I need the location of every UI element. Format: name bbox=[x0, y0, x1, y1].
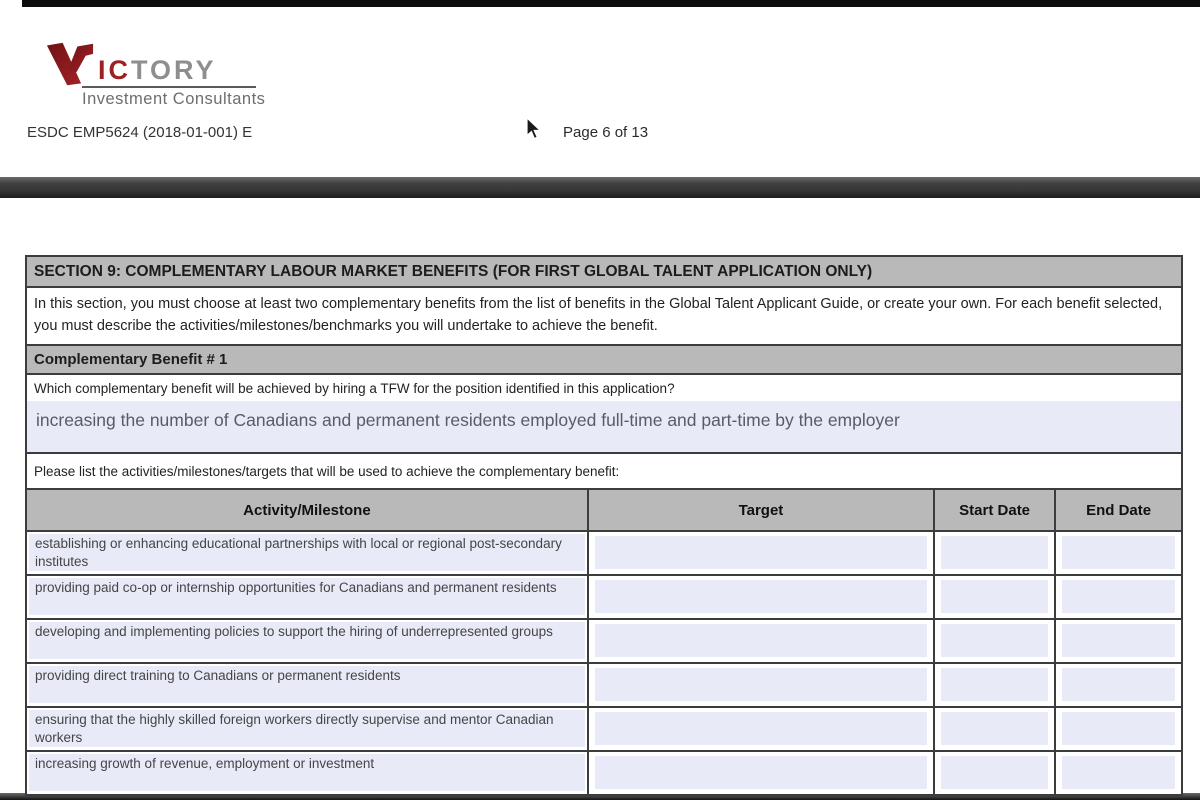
activity-field[interactable]: ensuring that the highly skilled foreign workers directly supervise and mentor Canadian workers bbox=[29, 710, 585, 747]
page-indicator: Page 6 of 13 bbox=[563, 124, 649, 141]
victory-v-icon bbox=[46, 42, 94, 86]
col-header-start-date: Start Date bbox=[934, 490, 1055, 531]
end-date-input[interactable] bbox=[1062, 668, 1175, 701]
end-date-input[interactable] bbox=[1062, 712, 1175, 745]
table-row bbox=[27, 663, 1181, 707]
activities-table bbox=[27, 490, 1181, 794]
end-date-input[interactable] bbox=[1062, 756, 1175, 789]
benefit-answer-field[interactable]: increasing the number of Canadians and permanent residents employed full-time and part-time by the employer bbox=[27, 401, 1181, 454]
activity-field[interactable]: providing paid co-op or internship opportunities for Canadians and permanent residents bbox=[29, 578, 585, 615]
top-toolbar-edge bbox=[22, 0, 1200, 7]
target-input[interactable] bbox=[595, 580, 927, 613]
col-header-activity: Activity/Milestone bbox=[27, 490, 588, 531]
mouse-cursor-icon bbox=[526, 117, 543, 140]
table-row bbox=[27, 531, 1181, 575]
section-header: SECTION 9: COMPLEMENTARY LABOUR MARKET BENEFITS (FOR FIRST GLOBAL TALENT APPLICATION ONLY) bbox=[27, 257, 1181, 288]
start-date-input[interactable] bbox=[941, 580, 1048, 613]
target-input[interactable] bbox=[595, 668, 927, 701]
target-input[interactable] bbox=[595, 756, 927, 789]
logo-wordmark bbox=[98, 57, 217, 86]
start-date-input[interactable] bbox=[941, 624, 1048, 657]
benefit-question: Which complementary benefit will be achieved by hiring a TFW for the position identified in this application? bbox=[34, 381, 675, 396]
target-input[interactable] bbox=[595, 712, 927, 745]
end-date-input[interactable] bbox=[1062, 580, 1175, 613]
end-date-input[interactable] bbox=[1062, 624, 1175, 657]
col-header-end-date: End Date bbox=[1055, 490, 1181, 531]
form-page bbox=[25, 255, 1183, 796]
section-intro: In this section, you must choose at least two complementary benefits from the list of benefits in the Global Talent Applicant Guide, or create your own. For each benefit selected, you must describe the activities/milestones/benchmarks you will undertake to achieve the benefit. bbox=[27, 288, 1181, 346]
start-date-input[interactable] bbox=[941, 668, 1048, 701]
start-date-input[interactable] bbox=[941, 536, 1048, 569]
activity-field[interactable]: developing and implementing policies to support the hiring of underrepresented groups bbox=[29, 622, 585, 659]
activity-field[interactable]: establishing or enhancing educational partnerships with local or regional post-secondary institutes bbox=[29, 534, 585, 571]
table-header-row bbox=[27, 490, 1181, 531]
benefit-header: Complementary Benefit # 1 bbox=[27, 346, 1181, 375]
end-date-input[interactable] bbox=[1062, 536, 1175, 569]
activity-field[interactable]: increasing growth of revenue, employment or investment bbox=[29, 754, 585, 791]
activities-prompt: Please list the activities/milestones/targets that will be used to achieve the complementary benefit: bbox=[27, 454, 1181, 490]
table-row bbox=[27, 707, 1181, 751]
header-divider-bar bbox=[0, 177, 1200, 198]
logo-word-red: IC bbox=[98, 55, 131, 85]
logo-tagline: Investment Consultants bbox=[82, 86, 256, 109]
table-row bbox=[27, 751, 1181, 794]
col-header-target: Target bbox=[588, 490, 934, 531]
activity-field[interactable]: providing direct training to Canadians or permanent residents bbox=[29, 666, 585, 703]
start-date-input[interactable] bbox=[941, 756, 1048, 789]
target-input[interactable] bbox=[595, 536, 927, 569]
activities-table-body bbox=[27, 531, 1181, 794]
table-row bbox=[27, 575, 1181, 619]
form-code: ESDC EMP5624 (2018-01-001) E bbox=[27, 124, 253, 141]
target-input[interactable] bbox=[595, 624, 927, 657]
logo-word-gray: TORY bbox=[131, 55, 217, 85]
victory-logo bbox=[46, 42, 266, 109]
table-row bbox=[27, 619, 1181, 663]
start-date-input[interactable] bbox=[941, 712, 1048, 745]
